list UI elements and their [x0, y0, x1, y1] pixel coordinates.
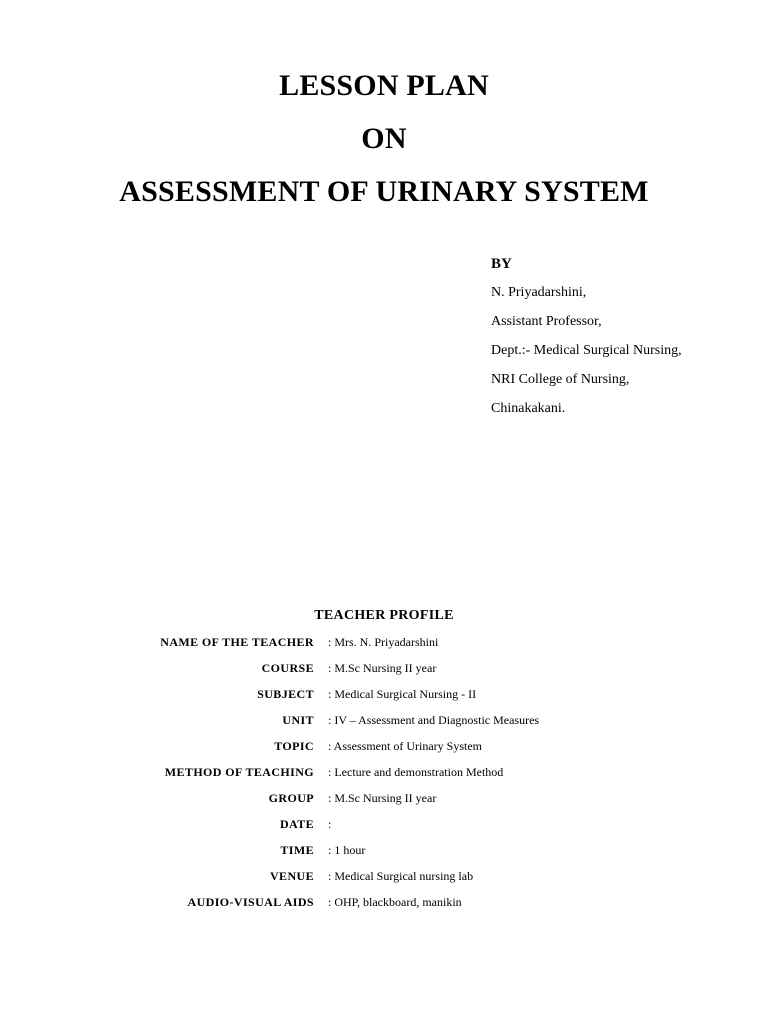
author-department: Dept.:- Medical Surgical Nursing,	[491, 343, 682, 358]
profile-label: NAME OF THE TEACHER	[160, 635, 314, 649]
profile-row-teacher-name	[0, 633, 768, 659]
author-place: Chinakakani.	[491, 401, 566, 416]
profile-value: : Assessment of Urinary System	[328, 739, 482, 753]
author-name: N. Priyadarshini,	[491, 285, 587, 300]
profile-label: TIME	[280, 843, 314, 857]
profile-row-method	[0, 763, 768, 789]
author-position: Assistant Professor,	[491, 314, 602, 329]
profile-label: METHOD OF TEACHING	[164, 765, 314, 779]
profile-row-unit	[0, 711, 768, 737]
profile-row-course	[0, 659, 768, 685]
profile-label: TOPIC	[274, 739, 314, 753]
profile-value: : Lecture and demonstration Method	[328, 765, 504, 779]
title-line-1: LESSON PLAN	[279, 69, 489, 102]
profile-label: GROUP	[268, 791, 314, 805]
author-college: NRI College of Nursing,	[491, 372, 630, 387]
profile-label: SUBJECT	[257, 687, 314, 701]
profile-value: : 1 hour	[328, 843, 366, 857]
profile-value: : OHP, blackboard, manikin	[328, 895, 462, 909]
profile-row-group	[0, 789, 768, 815]
profile-label: AUDIO-VISUAL AIDS	[187, 895, 314, 909]
profile-row-av-aids	[0, 893, 768, 919]
profile-value: : IV – Assessment and Diagnostic Measures	[328, 713, 540, 727]
profile-row-venue	[0, 867, 768, 893]
profile-row-date	[0, 815, 768, 841]
teacher-profile-table	[0, 633, 768, 919]
profile-label: UNIT	[282, 713, 314, 727]
author-block	[491, 254, 682, 428]
profile-value: : Medical Surgical nursing lab	[328, 869, 474, 883]
title-line-2: ON	[361, 122, 407, 155]
profile-value: : M.Sc Nursing II year	[328, 791, 437, 805]
title-line-3: ASSESSMENT OF URINARY SYSTEM	[119, 175, 649, 208]
teacher-profile-heading: TEACHER PROFILE	[314, 608, 454, 623]
profile-label: DATE	[279, 817, 314, 831]
profile-row-time	[0, 841, 768, 867]
profile-value: : Mrs. N. Priyadarshini	[328, 635, 439, 649]
profile-value: : M.Sc Nursing II year	[328, 661, 437, 675]
profile-value: : Medical Surgical Nursing - II	[328, 687, 477, 701]
profile-value: :	[328, 817, 332, 831]
profile-row-subject	[0, 685, 768, 711]
profile-label: COURSE	[261, 661, 314, 675]
profile-row-topic	[0, 737, 768, 763]
profile-label: VENUE	[269, 869, 314, 883]
author-by-label: BY	[491, 256, 512, 272]
